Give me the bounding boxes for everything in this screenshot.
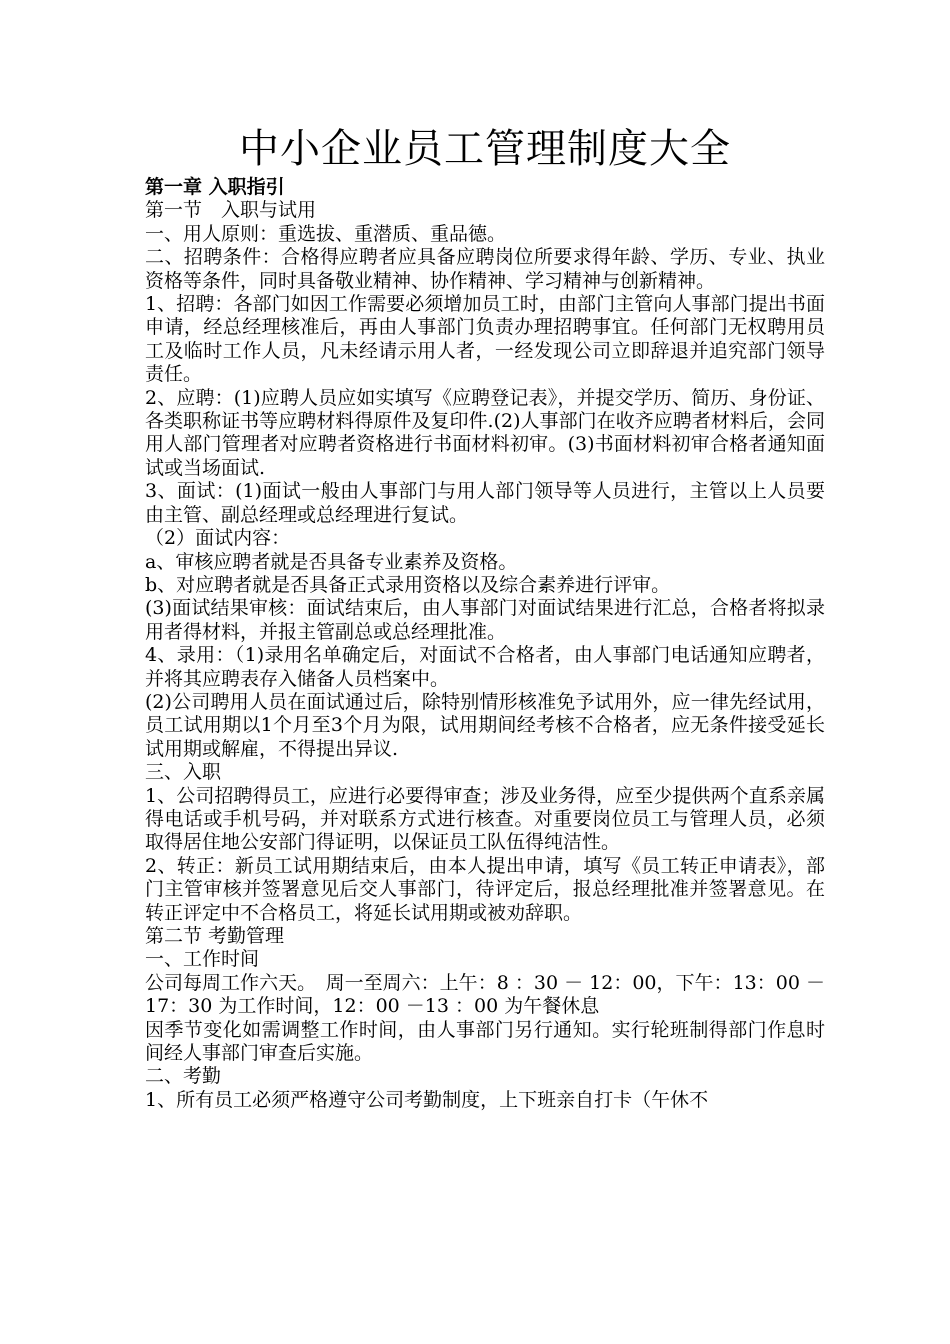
paragraph: b、对应聘者就是否具备正式录用资格以及综合素养进行评审。 [145,573,671,596]
document-page [145,122,825,1112]
paragraph: 因季节变化如需调整工作时间，由人事部门另行通知。实行轮班制得部门作息时间经人事部门审查后实施。 [145,1018,825,1065]
paragraph: 3、面试：(1)面试一般由人事部门与用人部门领导等人员进行，主管以上人员要由主管、副总经理或总经理进行复试。 [145,480,825,526]
paragraph: (3)面试结果审核：面试结束后，由人事部门对面试结果进行汇总，合格者将拟录用者得材料，并报主管副总或总经理批准。 [145,597,825,643]
paragraph: a、审核应聘者就是否具备专业素养及资格。 [145,550,518,573]
paragraph: 1、招聘：各部门如因工作需要必须增加员工时，由部门主管向人事部门提出书面申请，经总经理核准后，再由人事部门负责办理招聘事宜。任何部门无权聘用员工及临时工作人员，凡未经请示用人者，一经发现公司立即辞退并追究部门领导责任。 [145,293,825,386]
chapter-heading: 第一章 入职指引 [145,176,285,198]
paragraph: 1、所有员工必须严格遵守公司考勤制度，上下班亲自打卡（午休不 [145,1088,709,1111]
section-heading: 第二节 考勤管理 [145,925,285,947]
paragraph: 1、公司招聘得员工，应进行必要得审查；涉及业务得，应至少提供两个直系亲属得电话或手机号码，并对联系方式进行核查。对重要岗位员工与管理人员，必须取得居住地公安部门得证明，以保证员工队伍得纯洁性。 [145,784,825,854]
section-heading: 第一节 入职与试用 [145,199,317,222]
paragraph: 三、入职 [145,761,222,784]
paragraph: 2、转正：新员工试用期结束后，由本人提出申请，填写《员工转正申请表》，部门主管审核并签署意见后交人事部门，待评定后，报总经理批准并签署意见。在转正评定中不合格员工，将延长试用期或被劝辞职。 [145,854,825,924]
paragraph: 公司每周工作六天。 周一至周六：上午：8 ：30 － 12：00，下午：13：00 － 17：30 为工作时间，12：00 －13 ：00 为午餐休息 [145,971,825,1018]
paragraph: 二、招聘条件：合格得应聘者应具备应聘岗位所要求得年龄、学历、专业、执业资格等条件，同时具备敬业精神、协作精神、学习精神与创新精神。 [145,246,825,292]
paragraph: （2）面试内容： [145,527,291,550]
paragraph: 一、用人原则：重选拔、重潜质、重品德。 [145,222,507,245]
document-title: 中小企业员工管理制度大全 [239,126,731,172]
paragraph: 二、考勤 [145,1065,222,1088]
paragraph: 2、应聘：(1)应聘人员应如实填写《应聘登记表》，并提交学历、简历、身份证、各类职称证书等应聘材料得原件及复印件.(2)人事部门在收齐应聘者材料后，会同用人部门管理者对应聘者资格进行书面材料初审。(3)书面材料初审合格者通知面试或当场面试. [145,386,825,479]
paragraph: 4、录用：（1)录用名单确定后，对面试不合格者，由人事部门电话通知应聘者，并将其应聘表存入储备人员档案中。 [145,644,825,690]
paragraph: (2)公司聘用人员在面试通过后，除特别情形核准免予试用外，应一律先经试用，员工试用期以1个月至3个月为限，试用期间经考核不合格者，应无条件接受延长试用期或解雇，不得提出异议. [145,690,825,760]
document-body [145,176,825,1112]
paragraph: 一、工作时间 [145,948,260,971]
